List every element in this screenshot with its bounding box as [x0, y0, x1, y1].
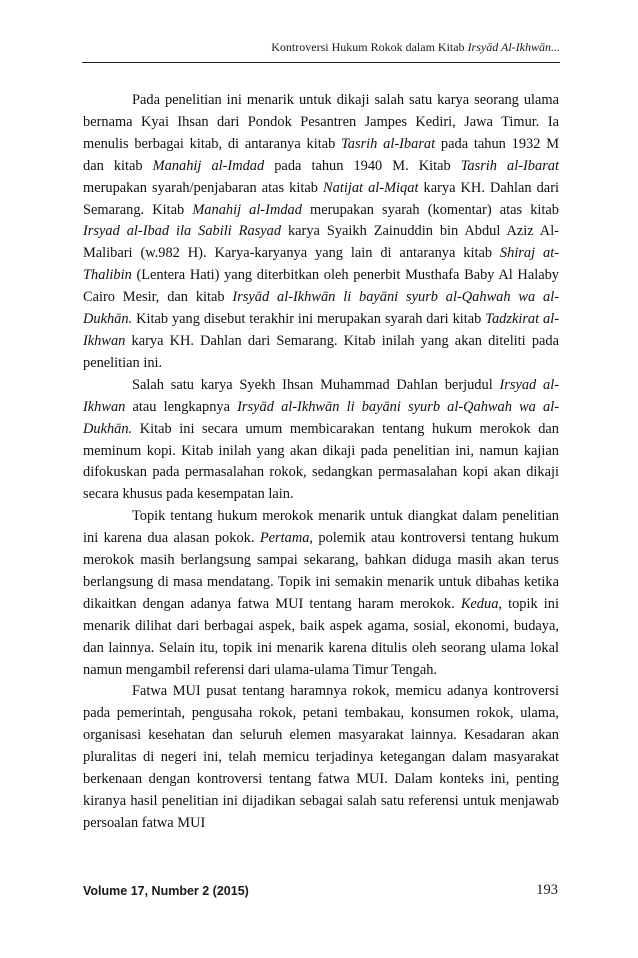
italic-text: Irsyad al-Ikhwan	[83, 376, 559, 415]
page-number: 193	[536, 882, 558, 898]
text-run: Kitab yang disebut terakhir ini merupakan syarah dari kitab	[132, 311, 486, 328]
text-run: karya KH. Dahlan dari Semarang. Kitab	[83, 179, 559, 218]
italic-text: Shiraj at-Thalibin	[83, 245, 559, 284]
text-run: Kitab ini secara umum membicarakan tentang hukum merokok dan meminum kopi. Kitab inilah yang akan dikaji pada penelitian ini, namun kajian difokuskan pada permasalahan rokok, sedangkan permasalahan kopi akan dikaji secara khusus pada kesempatan lain.	[83, 420, 559, 503]
paragraph	[83, 506, 559, 681]
italic-text: Manahij al-Imdad	[152, 157, 265, 174]
italic-text: Pertama	[259, 530, 310, 547]
text-run: karya KH. Dahlan dari Semarang. Kitab inilah yang akan diteliti pada penelitian ini.	[83, 332, 559, 371]
italic-text: Irsyad al-Ibad ila Sabili Rasyad	[83, 223, 282, 240]
running-header	[82, 40, 560, 54]
paragraph	[83, 375, 559, 506]
italic-text: Kedua	[460, 595, 499, 612]
header-rule	[82, 62, 560, 63]
italic-text: Tadzkirat al-Ikhwan	[83, 311, 560, 349]
italic-text: Manahij al-Imdad	[192, 201, 302, 218]
paragraph	[83, 90, 559, 375]
italic-text: Irsyād al-Ikhwān li bayāni syurb al-Qahwah wa al-Dukhān.	[83, 289, 559, 328]
text-run: atau lengkapnya	[125, 398, 238, 415]
text-run: Fatwa MUI pusat tentang haramnya rokok, memicu adanya kontroversi pada pemerintah, pengusaha rokok, petani tembakau, konsumen rokok, ulama, organisasi kesehatan dan seluruh elemen masyarakat lainnya. Kesadaran akan pluralitas di negeri ini, telah memicu terjadinya ketegangan dalam masyarakat berkenaan dengan kontroversi tentang fatwa MUI. Dalam konteks ini, penting kiranya hasil penelitian ini dijadikan sebagai salah satu referensi untuk menjawab persoalan fatwa MUI	[83, 683, 559, 831]
text-run: (Lentera Hati) yang diterbitkan oleh penerbit Musthafa Baby Al Halaby Cairo Mesir, dan kitab	[83, 267, 559, 306]
running-header-title: Kontroversi Hukum Rokok dalam Kitab	[271, 40, 468, 54]
italic-text: Natijat al-Miqat	[323, 179, 419, 196]
italic-text: Tasrih al-Ibarat	[460, 157, 559, 174]
text-run: , topik ini menarik dilihat dari berbagai aspek, baik aspek agama, sosial, ekonomi, budaya, dan lainnya. Selain itu, topik ini menarik karena ditulis oleh seorang ulama lokal namun mengambil referensi dari ulama-ulama Timur Tengah.	[83, 595, 559, 678]
text-run: pada tahun 1940 M. Kitab	[264, 157, 461, 174]
text-run: Salah satu karya Syekh Ihsan Muhammad Dahlan berjudul	[132, 376, 500, 393]
text-run: Topik tentang hukum merokok menarik untuk diangkat dalam penelitian ini karena dua alasan pokok.	[83, 508, 559, 547]
paragraph	[83, 681, 559, 834]
running-header-title-italic: Irsyād Al-Ikhwān...	[467, 40, 560, 54]
text-run: Pada penelitian ini menarik untuk dikaji salah satu karya seorang ulama bernama Kyai Ihsan dari Pondok Pesantren Jampes Kediri, Jawa Timur. Ia menulis berbagai kitab, di antaranya kitab	[83, 92, 559, 152]
text-run: , polemik atau kontroversi tentang hukum merokok masih berlangsung sampai sekarang, bahkan diduga masih akan terus berlangsung di masa mendatang. Topik ini semakin menarik untuk dibahas ketika dikaitkan dengan adanya fatwa MUI tentang haram merokok.	[83, 530, 559, 612]
text-run: merupakan syarah/penjabaran atas kitab	[83, 179, 324, 196]
article-body	[83, 90, 559, 835]
text-run: pada tahun 1932 M dan kitab	[83, 135, 559, 174]
volume-info: Volume 17, Number 2 (2015)	[83, 884, 249, 898]
italic-text: Tasrih al-Ibarat	[341, 135, 436, 152]
text-run: karya Syaikh Zainuddin bin Abdul Aziz Al-Malibari (w.982 H). Karya-karyanya yang lain di antaranya kitab	[83, 223, 559, 262]
text-run: merupakan syarah (komentar) atas kitab	[301, 201, 559, 218]
italic-text: Irsyād al-Ikhwān li bayāni syurb al-Qahwah wa al-Dukhān.	[83, 398, 560, 437]
